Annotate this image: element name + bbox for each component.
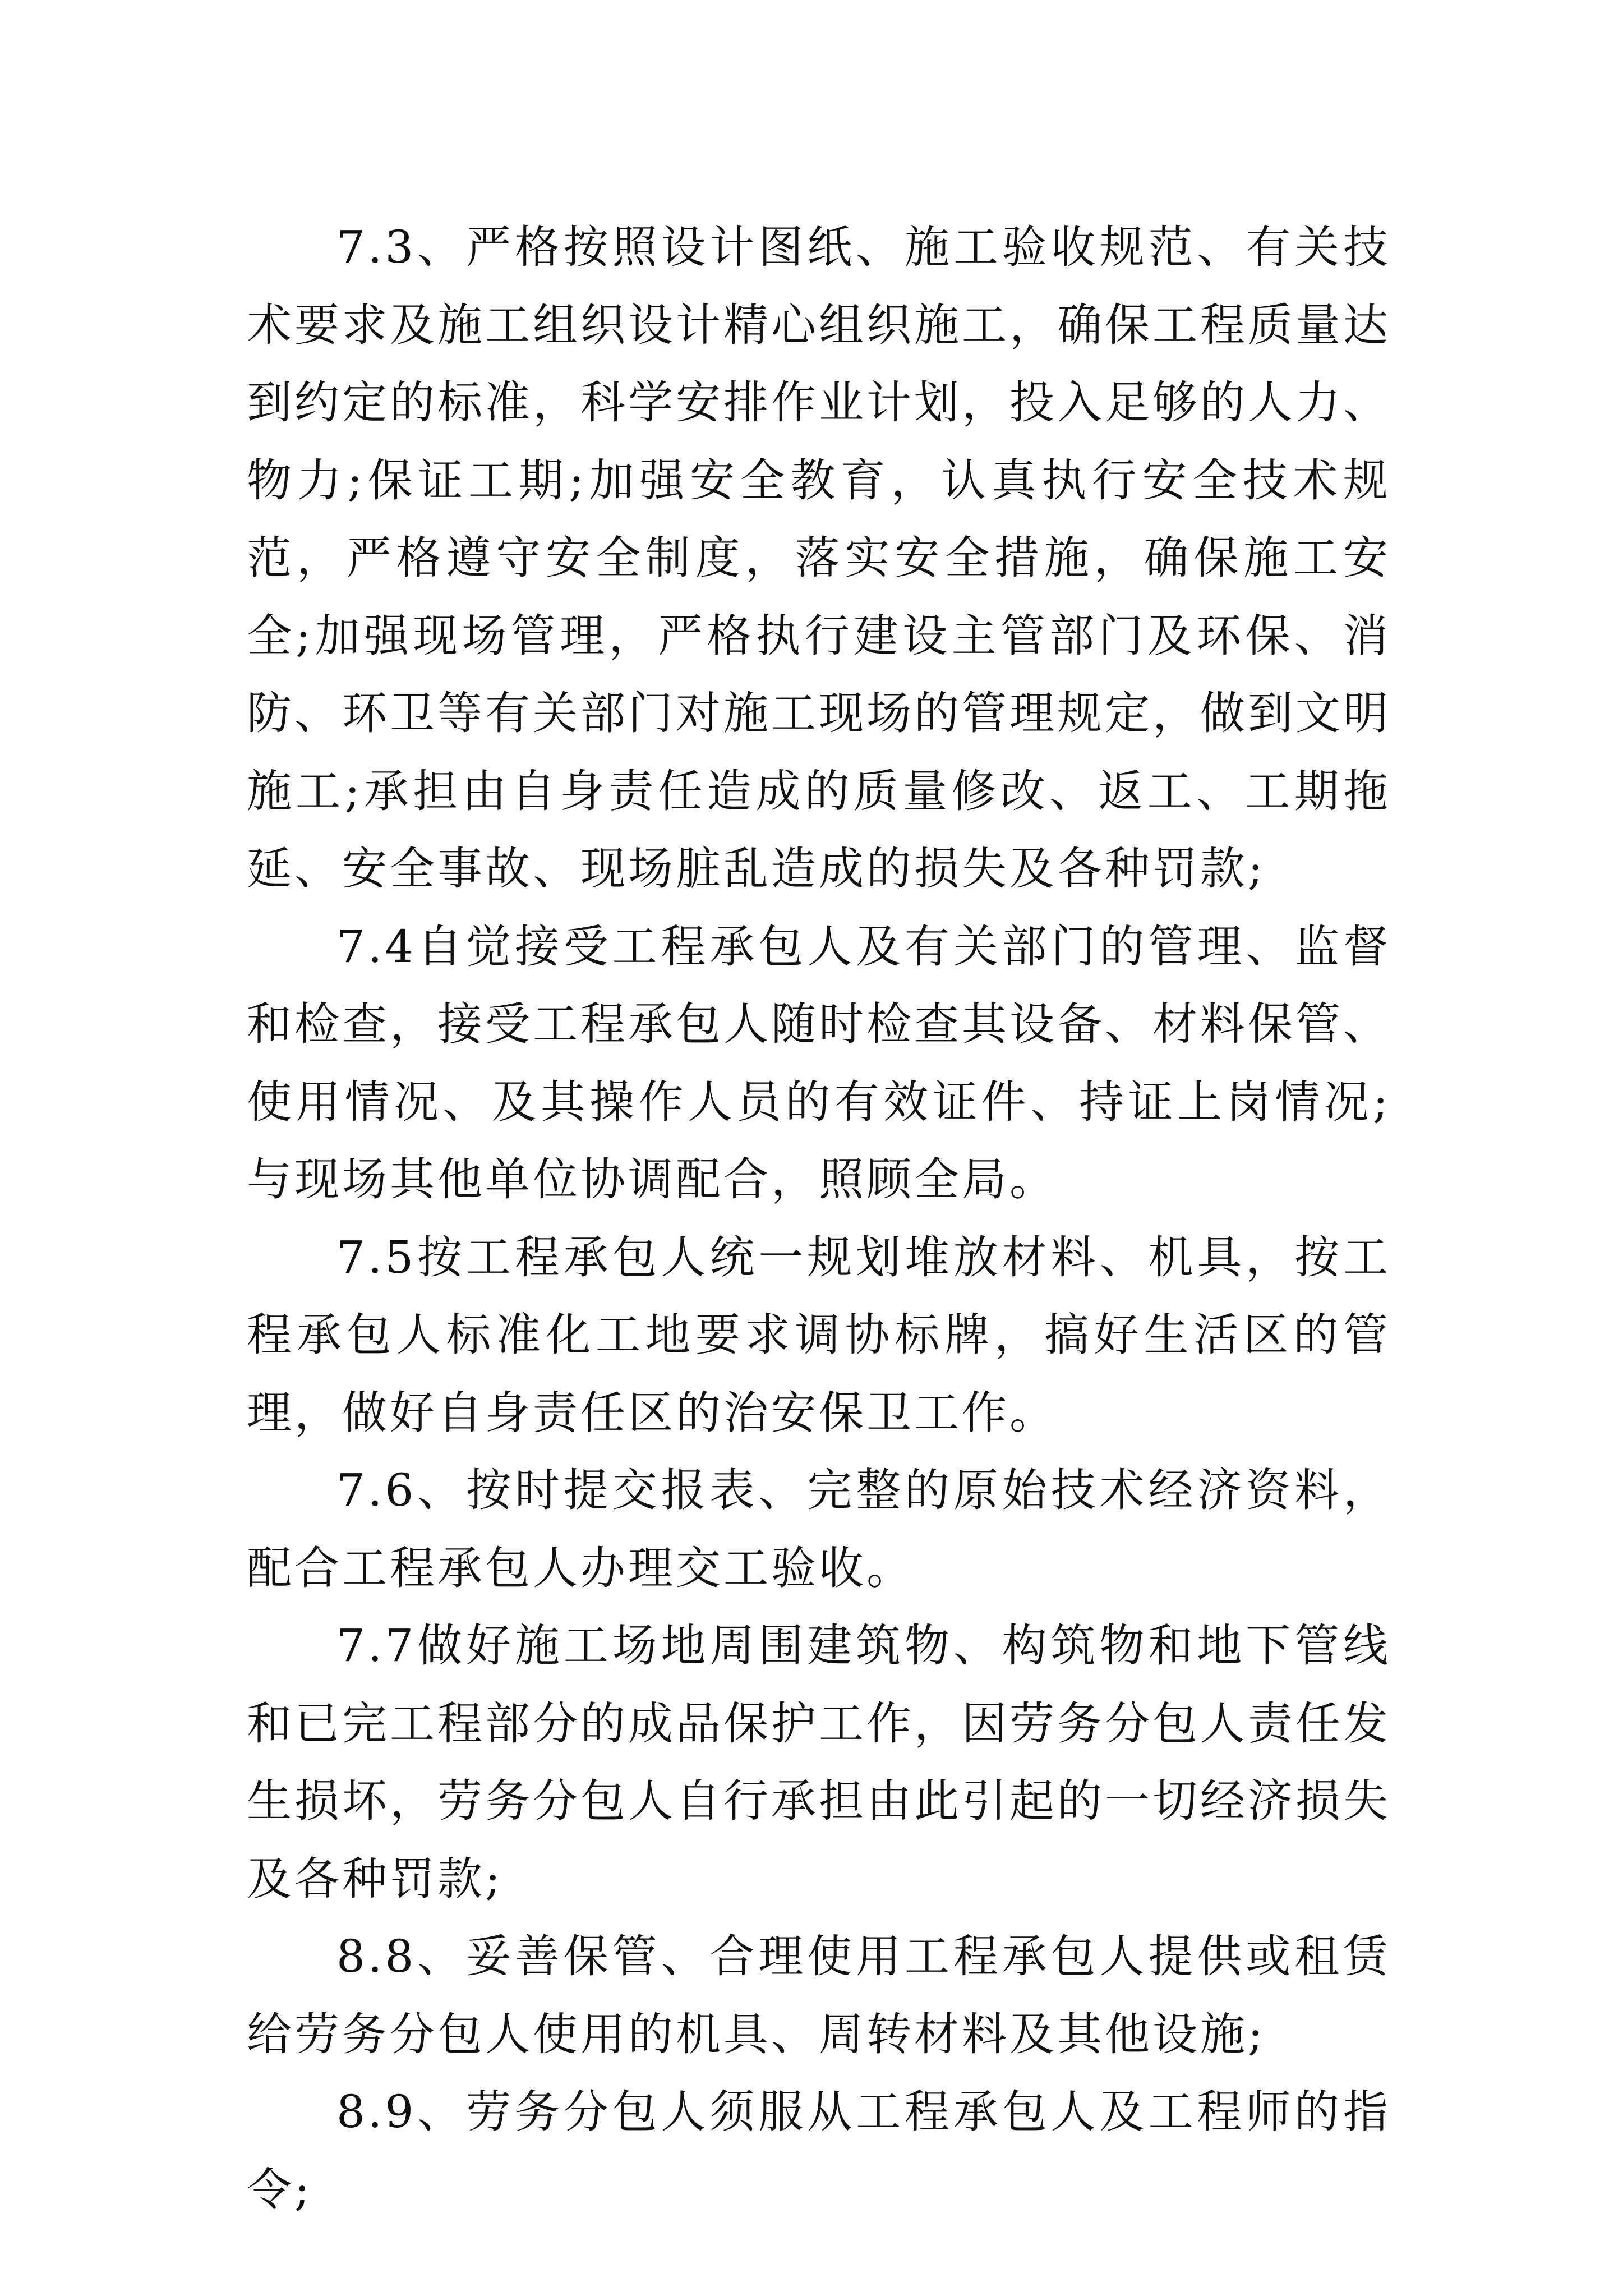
paragraph-7-6: 7.6、按时提交报表、完整的原始技术经济资料，配合工程承包人办理交工验收。 — [247, 1464, 1391, 1594]
paragraph-7-7: 7.7做好施工场地周围建筑物、构筑物和地下管线和已完工程部分的成品保护工作，因劳务分包人责任发生损坏，劳务分包人自行承担由此引起的一切经济损失及各种罚款; — [247, 1619, 1391, 1905]
paragraph-8-9: 8.9、劳务分包人须服从工程承包人及工程师的指令; — [247, 2086, 1391, 2216]
document-body — [247, 209, 1391, 2229]
paragraph-7-3: 7.3、严格按照设计图纸、施工验收规范、有关技术要求及施工组织设计精心组织施工，确保工程质量达到约定的标准，科学安排作业计划，投入足够的人力、物力;保证工期;加强安全教育，认真执行安全技术规范，严格遵守安全制度，落实安全措施，确保施工安全;加强现场管理，严格执行建设主管部门及环保、消防、环卫等有关部门对施工现场的管理规定，做到文明施工;承担由自身责任造成的质量修改、返工、工期拖延、安全事故、现场脏乱造成的损失及各种罚款; — [247, 221, 1391, 895]
paragraph-7-5: 7.5按工程承包人统一规划堆放材料、机具，按工程承包人标准化工地要求调协标牌，搞好生活区的管理，做好自身责任区的治安保卫工作。 — [247, 1231, 1391, 1439]
paragraph-8-8: 8.8、妥善保管、合理使用工程承包人提供或租赁给劳务分包人使用的机具、周转材料及其他设施; — [247, 1930, 1391, 2060]
paragraph-7-4: 7.4自觉接受工程承包人及有关部门的管理、监督和检查，接受工程承包人随时检查其设备、材料保管、使用情况、及其操作人员的有效证件、持证上岗情况;与现场其他单位协调配合，照顾全局。 — [247, 920, 1391, 1205]
